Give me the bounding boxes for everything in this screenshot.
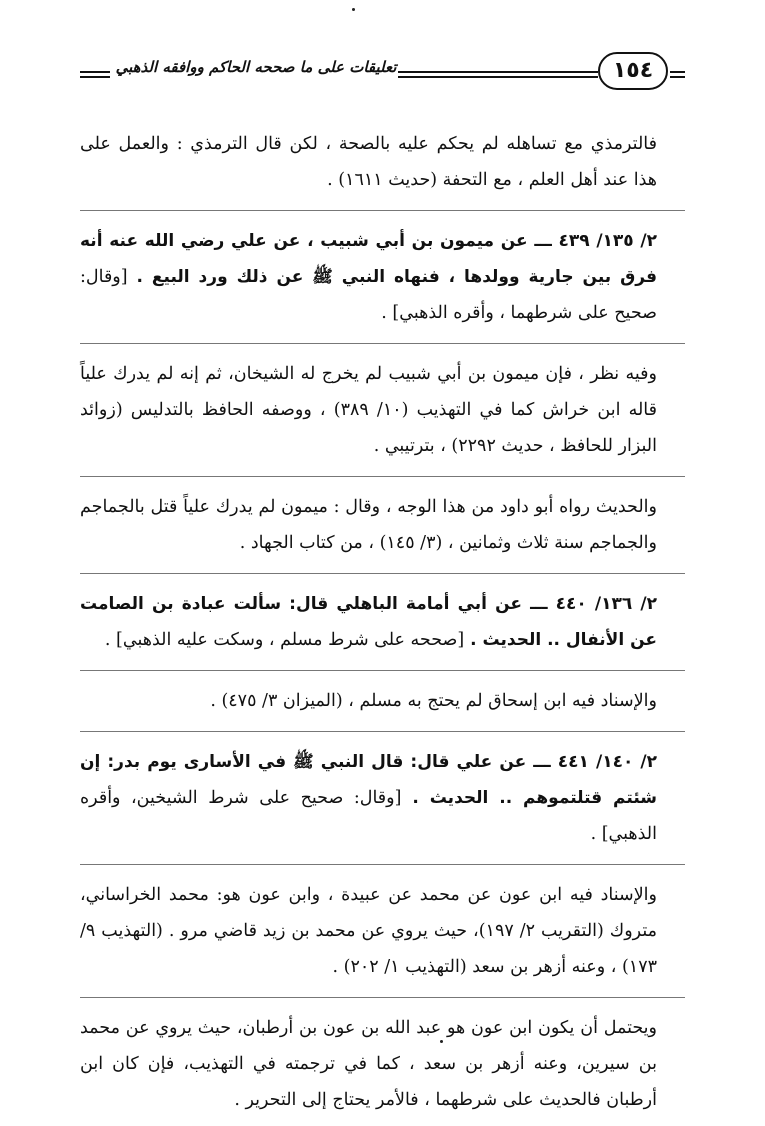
- page-number: ١٥٤: [598, 52, 668, 90]
- separator: [80, 731, 685, 732]
- header-rule: [670, 76, 685, 78]
- paragraph: ويحتمل أن يكون ابن عون هو عبد الله بن عون بن أرطبان، حيث يروي عن محمد بن سيرين، وعنه أزهر بن سعد ، كما في ترجمته في التهذيب، فإن كان ابن أرطبان فالحديث على شرطهما ، فالأمر يحتاج إلى التحرير .: [80, 1018, 657, 1110]
- page-body: [80, 118, 685, 1126]
- hadith-text: ٢/ ١٣٦/ ٤٤٠ ـــ عن أبي أمامة الباهلي قال: سألت عبادة بن الصامت عن الأنفال .. الحديث .: [80, 594, 657, 650]
- header-rule: [398, 71, 598, 73]
- separator: [80, 864, 685, 865]
- hadith-entry-441: [80, 736, 685, 860]
- hadith-entry-439: [80, 215, 685, 339]
- ruling-text: [وقال: صحيح على شرطهما ، وأقره الذهبي] .: [80, 267, 657, 323]
- separator: [80, 670, 685, 671]
- scan-speck: [440, 1040, 443, 1043]
- paragraph: والإسناد فيه ابن عون عن محمد عن عبيدة ، وابن عون هو: محمد الخراساني، متروك (التقريب ٢/ ١٩٧)، حيث يروي عن محمد بن زيد قاضي مرو . (التهذيب ٩/ ١٧٣) ، وعنه أزهر بن سعد (التهذيب ١/ ٢٠٢) .: [80, 885, 657, 977]
- paragraph: والإسناد فيه ابن إسحاق لم يحتج به مسلم ، (الميزان ٣/ ٤٧٥) .: [210, 691, 657, 711]
- header-rule: [80, 71, 110, 73]
- separator: [80, 476, 685, 477]
- separator: [80, 210, 685, 211]
- ruling-text: [وقال: صحيح على شرط الشيخين، وأقره الذهبي] .: [80, 788, 657, 844]
- paragraph: فالترمذي مع تساهله لم يحكم عليه بالصحة ، لكن قال الترمذي : والعمل على هذا عند أهل العلم ، مع التحفة (حديث ١٦١١) .: [80, 134, 657, 190]
- header-rule: [398, 76, 598, 78]
- ruling-text: [صححه على شرط مسلم ، وسكت عليه الذهبي] .: [104, 630, 465, 650]
- header-rule: [80, 76, 110, 78]
- page-header: [80, 52, 685, 92]
- separator: [80, 997, 685, 998]
- separator: [80, 343, 685, 344]
- header-rule: [670, 71, 685, 73]
- paragraph: والحديث رواه أبو داود من هذا الوجه ، وقال : ميمون لم يدرك علياً قتل بالجماجم والجماجم سنة ثلاث وثمانين ، (٣/ ١٤٥) ، من كتاب الجهاد .: [80, 497, 657, 553]
- hadith-text: ٢/ ١٤٠/ ٤٤١ ـــ عن علي قال: قال النبي ﷺ في الأسارى يوم بدر: إن شئتم قتلتموهم .. الحديث .: [80, 752, 657, 808]
- paragraph: وفيه نظر ، فإن ميمون بن أبي شبيب لم يخرج له الشيخان، ثم إنه لم يدرك علياً قاله ابن خراش كما في التهذيب (١٠/ ٣٨٩) ، ووصفه الحافظ بالتدليس (زوائد البزار للحافظ ، حديث ٢٢٩٢) ، بترتيبي .: [80, 364, 657, 456]
- scan-speck: [352, 8, 355, 11]
- hadith-text: ٢/ ١٣٥/ ٤٣٩ ـــ عن ميمون بن أبي شبيب ، عن علي رضي الله عنه أنه فرق بين جارية وولدها ، فنهاه النبي ﷺ عن ذلك ورد البيع .: [80, 231, 657, 287]
- running-title: تعليقات على ما صححه الحاكم ووافقه الذهبي: [115, 58, 397, 76]
- hadith-entry-440: [80, 578, 685, 666]
- separator: [80, 573, 685, 574]
